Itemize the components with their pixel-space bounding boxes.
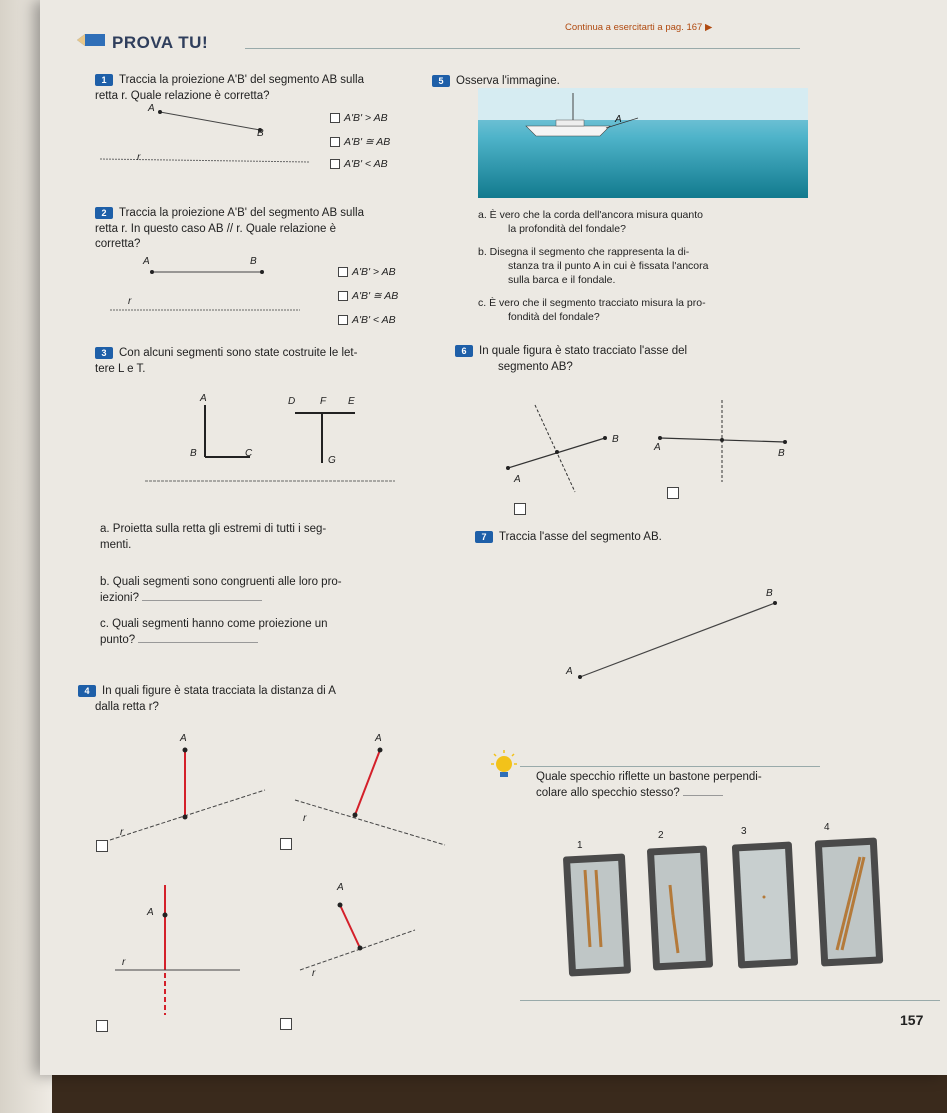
- ex4-checkbox-4[interactable]: [280, 1018, 292, 1030]
- ex6-fig2-label-a: A: [654, 442, 661, 453]
- ex5-question-c: c. È vero che il segmento tracciato misura la pro- fondità del fondale?: [478, 297, 706, 324]
- ex5-label-a: A: [615, 114, 622, 125]
- ex3-question-b: b. Quali segmenti sono congruenti alle loro pro- iezioni?: [100, 576, 342, 604]
- ex1-label-b: B: [257, 128, 264, 139]
- mirror-2: [647, 846, 713, 971]
- ex4-checkbox-3[interactable]: [96, 1020, 108, 1032]
- ex3-label-a: A: [200, 393, 207, 404]
- ex5-question-a: a. È vero che la corda dell'ancora misura quanto la profondità del fondale?: [478, 209, 703, 236]
- ex2-label-b: B: [250, 256, 257, 267]
- ex4-checkbox-2[interactable]: [280, 838, 292, 850]
- ex2-option-1[interactable]: A'B' > AB: [338, 266, 396, 278]
- ex4-checkbox-1[interactable]: [96, 840, 108, 852]
- ex4-fig4-label-a: A: [337, 882, 344, 893]
- ex5-question-b: b. Disegna il segmento che rappresenta la di- stanza tra il punto A in cui è fissata l'ancora sulla barca e il fondale.: [478, 246, 709, 287]
- ex7-prompt: 7 Traccia l'asse del segmento AB.: [475, 530, 662, 546]
- ex2-prompt: 2 Traccia la proiezione A'B' del segmento AB sulla retta r. In questo caso AB // r. Quale relazione è corretta?: [95, 207, 364, 251]
- ex3-label-d: D: [288, 396, 296, 407]
- ex4-fig2-label-a: A: [375, 733, 382, 744]
- ex2-option-2[interactable]: A'B' ≅ AB: [338, 290, 398, 302]
- mirror-question: Quale specchio riflette un bastone perpendi- colare allo specchio stesso?: [536, 771, 762, 799]
- ex3-label-b: B: [190, 448, 197, 459]
- header-divider: [245, 48, 800, 49]
- pencil-icon: [75, 32, 107, 48]
- mirror-number-3: 3: [741, 826, 747, 837]
- ex3-label-e: E: [348, 396, 355, 407]
- mirror-top-divider: [520, 766, 820, 767]
- ex2-figure: [110, 262, 310, 322]
- ex7-label-b: B: [766, 588, 773, 599]
- ex7-number: 7: [475, 531, 493, 543]
- ex7-label-a: A: [566, 666, 573, 677]
- mirror-4: [815, 837, 884, 966]
- ex6-fig2-label-b: B: [778, 448, 785, 459]
- ex4-prompt: 4 In quali figure è stata tracciata la distanza di A dalla retta r?: [78, 684, 458, 715]
- ex1-prompt: 1 Traccia la proiezione A'B' del segmento AB sulla retta r. Quale relazione è corretta?: [95, 74, 364, 102]
- mirror-1: [563, 853, 631, 976]
- ex4-fig2-label-r: r: [303, 813, 307, 824]
- ex1-label-r: r: [137, 152, 141, 163]
- section-title: PROVA TU!: [112, 33, 209, 52]
- continue-link[interactable]: Continua a esercitarti a pag. 167 ▶: [565, 22, 713, 33]
- mirror-number-1: 1: [577, 840, 583, 851]
- ex6-number: 6: [455, 345, 473, 357]
- ex4-figures: [90, 730, 450, 1030]
- ex1-figure: [100, 104, 320, 176]
- ex2-label-a: A: [143, 256, 150, 267]
- ex3-question-c: c. Quali segmenti hanno come proiezione un punto?: [100, 618, 328, 646]
- ex6-fig1-label-a: A: [514, 474, 521, 485]
- ex3-question-a: a. Proietta sulla retta gli estremi di tutti i seg- menti.: [100, 523, 327, 551]
- ex3-prompt: 3 Con alcuni segmenti sono state costruite le let- tere L e T.: [95, 347, 358, 375]
- ex6-checkbox-2[interactable]: [667, 487, 679, 499]
- ex3-figure: [140, 395, 400, 490]
- ex1-number: 1: [95, 74, 113, 86]
- lightbulb-icon: [486, 748, 522, 784]
- mirror-number-4: 4: [824, 822, 830, 833]
- ex3-label-g: G: [328, 455, 336, 466]
- ex3-label-f: F: [320, 396, 327, 407]
- ex2-option-3[interactable]: A'B' < AB: [338, 314, 396, 326]
- ex4-number: 4: [78, 685, 96, 697]
- ex3-label-c: C: [245, 448, 253, 459]
- ex7-figure: [575, 595, 785, 685]
- ex1-option-3[interactable]: A'B' < AB: [330, 158, 388, 170]
- boat-photo: [478, 88, 808, 198]
- ex1-label-a: A: [148, 103, 155, 114]
- ex2-number: 2: [95, 207, 113, 219]
- ex2-label-r: r: [128, 296, 132, 307]
- ex3-number: 3: [95, 347, 113, 359]
- ex4-fig1-label-a: A: [180, 733, 187, 744]
- ex4-fig1-label-r: r: [120, 827, 124, 838]
- ex1-option-1[interactable]: A'B' > AB: [330, 112, 388, 124]
- ex5-prompt: 5 Osserva l'immagine.: [432, 74, 560, 90]
- ex4-fig4-label-r: r: [312, 968, 316, 979]
- ex6-prompt: 6 In quale figura è stato tracciato l'asse del segmento AB?: [455, 344, 825, 375]
- mirrors-illustration: [560, 835, 890, 985]
- mirror-3: [732, 842, 798, 969]
- mirror-bottom-divider: [520, 1000, 940, 1001]
- ex5-number: 5: [432, 75, 450, 87]
- ex4-fig3-label-r: r: [122, 957, 126, 968]
- ex4-fig3-label-a: A: [147, 907, 154, 918]
- ex6-checkbox-1[interactable]: [514, 503, 526, 515]
- page-number: 157: [900, 1012, 924, 1028]
- mirror-number-2: 2: [658, 830, 664, 841]
- ex1-option-2[interactable]: A'B' ≅ AB: [330, 136, 390, 148]
- ex6-fig1-label-b: B: [612, 434, 619, 445]
